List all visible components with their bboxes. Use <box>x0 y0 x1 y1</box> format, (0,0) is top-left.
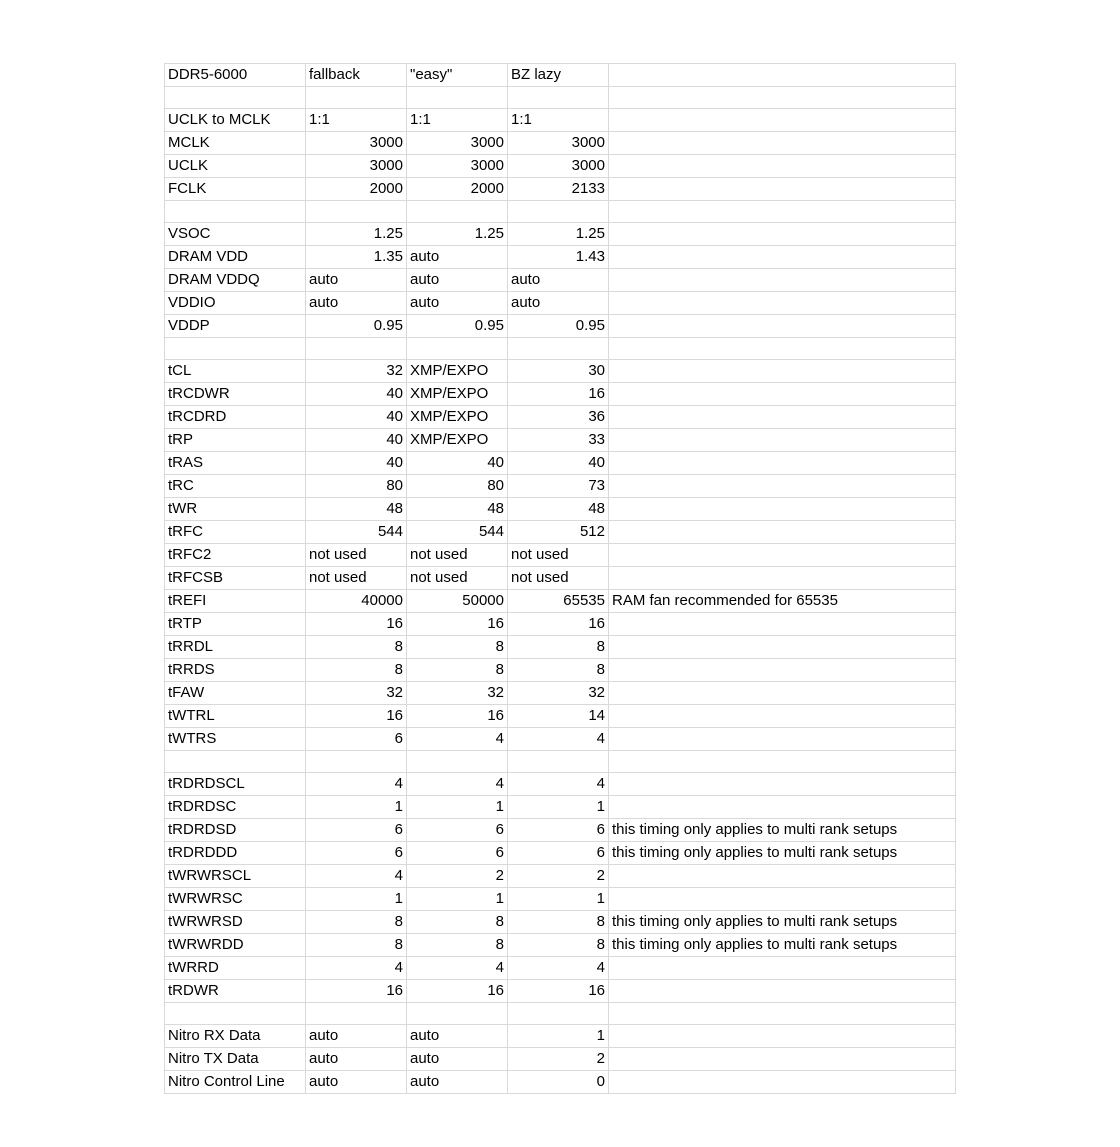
cell-bz-lazy[interactable]: 4 <box>508 728 609 751</box>
cell-label[interactable]: tRDRDSD <box>165 819 306 842</box>
cell-easy[interactable]: 16 <box>407 613 508 636</box>
empty-cell[interactable] <box>508 751 609 773</box>
cell-label[interactable]: Nitro TX Data <box>165 1048 306 1071</box>
table-row <box>165 888 956 911</box>
cell-bz-lazy[interactable]: 6 <box>508 842 609 865</box>
cell-label[interactable]: UCLK <box>165 155 306 178</box>
cell-easy[interactable]: XMP/EXPO <box>407 406 508 429</box>
table-row <box>165 1025 956 1048</box>
cell-easy[interactable]: 6 <box>407 819 508 842</box>
cell-notes[interactable] <box>609 429 956 452</box>
cell-notes[interactable] <box>609 544 956 567</box>
timings-spreadsheet <box>164 63 956 1094</box>
table-row <box>165 315 956 338</box>
cell-easy[interactable]: XMP/EXPO <box>407 383 508 406</box>
cell-notes[interactable] <box>609 613 956 636</box>
cell-notes[interactable]: RAM fan recommended for 65535 <box>609 590 956 613</box>
cell-label[interactable]: tREFI <box>165 590 306 613</box>
cell-easy[interactable]: auto <box>407 292 508 315</box>
blank-row <box>165 338 956 360</box>
cell-label[interactable]: tWTRS <box>165 728 306 751</box>
cell-notes[interactable] <box>609 292 956 315</box>
cell-notes[interactable] <box>609 406 956 429</box>
table-row <box>165 590 956 613</box>
cell-label[interactable]: tRDRDSCL <box>165 773 306 796</box>
cell-notes[interactable] <box>609 223 956 246</box>
cell-notes[interactable] <box>609 567 956 590</box>
cell-easy[interactable]: 4 <box>407 957 508 980</box>
cell-label[interactable]: tWRWRSC <box>165 888 306 911</box>
table-row <box>165 383 956 406</box>
cell-label[interactable]: tRCDWR <box>165 383 306 406</box>
table-row <box>165 705 956 728</box>
cell-label[interactable]: MCLK <box>165 132 306 155</box>
cell-fallback[interactable]: 1.25 <box>306 223 407 246</box>
cell-notes[interactable] <box>609 636 956 659</box>
cell-fallback[interactable]: 32 <box>306 360 407 383</box>
cell-easy[interactable]: not used <box>407 567 508 590</box>
cell-fallback[interactable]: 1 <box>306 796 407 819</box>
cell-label[interactable]: tWRWRDD <box>165 934 306 957</box>
table-row <box>165 498 956 521</box>
cell-easy[interactable]: 4 <box>407 773 508 796</box>
cell-fallback[interactable]: 4 <box>306 865 407 888</box>
cell-easy[interactable]: 32 <box>407 682 508 705</box>
empty-cell[interactable] <box>306 751 407 773</box>
cell-label[interactable]: tRDRDDD <box>165 842 306 865</box>
cell-bz-lazy[interactable]: 30 <box>508 360 609 383</box>
cell-label[interactable]: tRCDRD <box>165 406 306 429</box>
cell-notes[interactable] <box>609 178 956 201</box>
cell-easy[interactable]: auto <box>407 1048 508 1071</box>
table-row <box>165 796 956 819</box>
cell-fallback[interactable]: 40 <box>306 429 407 452</box>
cell-label[interactable]: DRAM VDD <box>165 246 306 269</box>
empty-cell[interactable] <box>165 201 306 223</box>
cell-fallback[interactable]: 1 <box>306 888 407 911</box>
cell-notes[interactable] <box>609 360 956 383</box>
blank-row <box>165 751 956 773</box>
cell-label[interactable]: tRRDL <box>165 636 306 659</box>
table-row <box>165 911 956 934</box>
cell-notes[interactable] <box>609 475 956 498</box>
table-row <box>165 223 956 246</box>
table-row <box>165 429 956 452</box>
cell-fallback[interactable]: 6 <box>306 842 407 865</box>
cell-notes[interactable] <box>609 246 956 269</box>
cell-bz-lazy[interactable]: 3000 <box>508 155 609 178</box>
spreadsheet-body <box>165 64 956 1094</box>
cell-easy[interactable]: 8 <box>407 911 508 934</box>
cell-easy[interactable]: 1.25 <box>407 223 508 246</box>
cell-easy[interactable]: XMP/EXPO <box>407 429 508 452</box>
cell-bz-lazy[interactable]: 16 <box>508 980 609 1003</box>
cell-easy[interactable]: auto <box>407 1025 508 1048</box>
table-row <box>165 292 956 315</box>
cell-easy[interactable]: 4 <box>407 728 508 751</box>
table-row <box>165 773 956 796</box>
cell-bz-lazy[interactable]: 3000 <box>508 132 609 155</box>
cell-bz-lazy[interactable]: 73 <box>508 475 609 498</box>
empty-cell[interactable] <box>407 87 508 109</box>
cell-easy[interactable]: 1:1 <box>407 109 508 132</box>
table-row <box>165 659 956 682</box>
empty-cell[interactable] <box>306 338 407 360</box>
cell-label[interactable]: tWRWRSD <box>165 911 306 934</box>
cell-label[interactable]: VDDP <box>165 315 306 338</box>
cell-bz-lazy[interactable]: 1:1 <box>508 109 609 132</box>
header-cell-notes[interactable] <box>609 64 956 87</box>
cell-label[interactable]: tRRDS <box>165 659 306 682</box>
cell-easy[interactable]: 80 <box>407 475 508 498</box>
cell-bz-lazy[interactable]: 65535 <box>508 590 609 613</box>
cell-fallback[interactable]: 48 <box>306 498 407 521</box>
cell-label[interactable]: tRFC2 <box>165 544 306 567</box>
empty-cell[interactable] <box>508 87 609 109</box>
cell-fallback[interactable]: 0.95 <box>306 315 407 338</box>
empty-cell[interactable] <box>407 201 508 223</box>
table-row <box>165 132 956 155</box>
cell-fallback[interactable]: 32 <box>306 682 407 705</box>
cell-fallback[interactable]: 6 <box>306 728 407 751</box>
blank-row <box>165 201 956 223</box>
empty-cell[interactable] <box>508 201 609 223</box>
table-row <box>165 269 956 292</box>
cell-fallback[interactable]: 8 <box>306 934 407 957</box>
table-row <box>165 109 956 132</box>
cell-notes[interactable]: this timing only applies to multi rank setups <box>609 819 956 842</box>
cell-bz-lazy[interactable]: 16 <box>508 613 609 636</box>
cell-bz-lazy[interactable]: 1 <box>508 888 609 911</box>
table-row <box>165 728 956 751</box>
cell-notes[interactable] <box>609 659 956 682</box>
table-row <box>165 682 956 705</box>
empty-cell[interactable] <box>609 751 956 773</box>
table-row <box>165 246 956 269</box>
cell-label[interactable]: UCLK to MCLK <box>165 109 306 132</box>
empty-cell[interactable] <box>165 87 306 109</box>
cell-notes[interactable] <box>609 1071 956 1094</box>
cell-easy[interactable]: 544 <box>407 521 508 544</box>
cell-notes[interactable] <box>609 521 956 544</box>
cell-bz-lazy[interactable]: 36 <box>508 406 609 429</box>
empty-cell[interactable] <box>407 751 508 773</box>
cell-easy[interactable]: auto <box>407 269 508 292</box>
cell-fallback[interactable]: not used <box>306 567 407 590</box>
cell-bz-lazy[interactable]: auto <box>508 292 609 315</box>
table-row <box>165 934 956 957</box>
cell-fallback[interactable]: 16 <box>306 613 407 636</box>
empty-cell[interactable] <box>609 1003 956 1025</box>
cell-easy[interactable]: 40 <box>407 452 508 475</box>
cell-label[interactable]: tRAS <box>165 452 306 475</box>
empty-cell[interactable] <box>508 338 609 360</box>
cell-fallback[interactable]: 40 <box>306 452 407 475</box>
cell-bz-lazy[interactable]: 16 <box>508 383 609 406</box>
cell-notes[interactable] <box>609 980 956 1003</box>
cell-bz-lazy[interactable]: 4 <box>508 773 609 796</box>
cell-easy[interactable]: 0.95 <box>407 315 508 338</box>
table-row <box>165 865 956 888</box>
cell-bz-lazy[interactable]: 33 <box>508 429 609 452</box>
cell-fallback[interactable]: 8 <box>306 636 407 659</box>
header-row <box>165 64 956 87</box>
empty-cell[interactable] <box>609 87 956 109</box>
empty-cell[interactable] <box>165 1003 306 1025</box>
cell-bz-lazy[interactable]: 40 <box>508 452 609 475</box>
cell-fallback[interactable]: auto <box>306 1071 407 1094</box>
cell-fallback[interactable]: 80 <box>306 475 407 498</box>
empty-cell[interactable] <box>609 338 956 360</box>
cell-notes[interactable] <box>609 796 956 819</box>
cell-fallback[interactable]: 1.35 <box>306 246 407 269</box>
empty-cell[interactable] <box>306 201 407 223</box>
cell-label[interactable]: tFAW <box>165 682 306 705</box>
cell-notes[interactable] <box>609 155 956 178</box>
blank-row <box>165 1003 956 1025</box>
cell-bz-lazy[interactable]: 2133 <box>508 178 609 201</box>
cell-notes[interactable] <box>609 773 956 796</box>
cell-label[interactable]: tRDWR <box>165 980 306 1003</box>
cell-bz-lazy[interactable]: not used <box>508 567 609 590</box>
cell-bz-lazy[interactable]: not used <box>508 544 609 567</box>
cell-easy[interactable]: auto <box>407 1071 508 1094</box>
cell-easy[interactable]: not used <box>407 544 508 567</box>
cell-fallback[interactable]: auto <box>306 269 407 292</box>
cell-easy[interactable]: XMP/EXPO <box>407 360 508 383</box>
blank-row <box>165 87 956 109</box>
table-row <box>165 613 956 636</box>
cell-bz-lazy[interactable]: 14 <box>508 705 609 728</box>
cell-fallback[interactable]: 2000 <box>306 178 407 201</box>
cell-easy[interactable]: 8 <box>407 934 508 957</box>
cell-bz-lazy[interactable]: 0.95 <box>508 315 609 338</box>
cell-label[interactable]: tRFCSB <box>165 567 306 590</box>
empty-cell[interactable] <box>165 338 306 360</box>
table-row <box>165 360 956 383</box>
cell-fallback[interactable]: 40 <box>306 383 407 406</box>
table-row <box>165 521 956 544</box>
cell-fallback[interactable]: 8 <box>306 911 407 934</box>
cell-label[interactable]: Nitro RX Data <box>165 1025 306 1048</box>
cell-notes[interactable] <box>609 705 956 728</box>
table-row <box>165 544 956 567</box>
cell-easy[interactable]: 3000 <box>407 132 508 155</box>
cell-easy[interactable]: 8 <box>407 636 508 659</box>
cell-bz-lazy[interactable]: 2 <box>508 865 609 888</box>
table-row <box>165 1048 956 1071</box>
cell-fallback[interactable]: not used <box>306 544 407 567</box>
cell-fallback[interactable]: 4 <box>306 957 407 980</box>
cell-easy[interactable]: 1 <box>407 888 508 911</box>
cell-fallback[interactable]: 4 <box>306 773 407 796</box>
empty-cell[interactable] <box>407 1003 508 1025</box>
cell-label[interactable]: tRDRDSC <box>165 796 306 819</box>
cell-notes[interactable] <box>609 888 956 911</box>
header-cell-fallback[interactable]: fallback <box>306 64 407 87</box>
cell-fallback[interactable]: 544 <box>306 521 407 544</box>
empty-cell[interactable] <box>165 751 306 773</box>
cell-notes[interactable] <box>609 682 956 705</box>
cell-bz-lazy[interactable]: 48 <box>508 498 609 521</box>
empty-cell[interactable] <box>609 201 956 223</box>
cell-notes[interactable]: this timing only applies to multi rank setups <box>609 842 956 865</box>
cell-notes[interactable] <box>609 498 956 521</box>
cell-label[interactable]: tCL <box>165 360 306 383</box>
cell-bz-lazy[interactable]: 1.25 <box>508 223 609 246</box>
cell-easy[interactable]: 1 <box>407 796 508 819</box>
cell-bz-lazy[interactable]: 512 <box>508 521 609 544</box>
empty-cell[interactable] <box>508 1003 609 1025</box>
table-row <box>165 957 956 980</box>
cell-notes[interactable] <box>609 1048 956 1071</box>
cell-notes[interactable] <box>609 1025 956 1048</box>
table-row <box>165 155 956 178</box>
empty-cell[interactable] <box>306 87 407 109</box>
cell-easy[interactable]: 48 <box>407 498 508 521</box>
cell-label[interactable]: tRTP <box>165 613 306 636</box>
table-row <box>165 475 956 498</box>
cell-easy[interactable]: 8 <box>407 659 508 682</box>
cell-notes[interactable] <box>609 269 956 292</box>
table-row <box>165 980 956 1003</box>
cell-bz-lazy[interactable]: 4 <box>508 957 609 980</box>
cell-fallback[interactable]: 3000 <box>306 132 407 155</box>
cell-bz-lazy[interactable]: auto <box>508 269 609 292</box>
table-row <box>165 567 956 590</box>
cell-notes[interactable] <box>609 728 956 751</box>
cell-fallback[interactable]: 40 <box>306 406 407 429</box>
cell-bz-lazy[interactable]: 0 <box>508 1071 609 1094</box>
cell-notes[interactable]: this timing only applies to multi rank setups <box>609 934 956 957</box>
cell-fallback[interactable]: auto <box>306 1025 407 1048</box>
cell-notes[interactable]: this timing only applies to multi rank setups <box>609 911 956 934</box>
cell-label[interactable]: tWRWRSCL <box>165 865 306 888</box>
cell-bz-lazy[interactable]: 8 <box>508 911 609 934</box>
cell-easy[interactable]: 2000 <box>407 178 508 201</box>
cell-easy[interactable]: 6 <box>407 842 508 865</box>
cell-notes[interactable] <box>609 957 956 980</box>
cell-bz-lazy[interactable]: 8 <box>508 659 609 682</box>
cell-notes[interactable] <box>609 109 956 132</box>
cell-bz-lazy[interactable]: 8 <box>508 636 609 659</box>
cell-label[interactable]: tRP <box>165 429 306 452</box>
table-row <box>165 406 956 429</box>
table-row <box>165 452 956 475</box>
header-cell-label[interactable]: DDR5-6000 <box>165 64 306 87</box>
cell-label[interactable]: VDDIO <box>165 292 306 315</box>
cell-label[interactable]: FCLK <box>165 178 306 201</box>
cell-fallback[interactable]: auto <box>306 292 407 315</box>
cell-easy[interactable]: 50000 <box>407 590 508 613</box>
cell-label[interactable]: tWRRD <box>165 957 306 980</box>
cell-bz-lazy[interactable]: 32 <box>508 682 609 705</box>
table-row <box>165 1071 956 1094</box>
cell-label[interactable]: Nitro Control Line <box>165 1071 306 1094</box>
cell-fallback[interactable]: 6 <box>306 819 407 842</box>
table-row <box>165 178 956 201</box>
cell-fallback[interactable]: 16 <box>306 980 407 1003</box>
cell-notes[interactable] <box>609 132 956 155</box>
empty-cell[interactable] <box>407 338 508 360</box>
header-cell-easy[interactable]: "easy" <box>407 64 508 87</box>
cell-easy[interactable]: 3000 <box>407 155 508 178</box>
cell-fallback[interactable]: auto <box>306 1048 407 1071</box>
cell-bz-lazy[interactable]: 1 <box>508 796 609 819</box>
cell-label[interactable]: tWR <box>165 498 306 521</box>
cell-notes[interactable] <box>609 452 956 475</box>
cell-easy[interactable]: auto <box>407 246 508 269</box>
cell-fallback[interactable]: 40000 <box>306 590 407 613</box>
header-cell-bz-lazy[interactable]: BZ lazy <box>508 64 609 87</box>
cell-fallback[interactable]: 3000 <box>306 155 407 178</box>
cell-notes[interactable] <box>609 865 956 888</box>
cell-fallback[interactable]: 1:1 <box>306 109 407 132</box>
cell-label[interactable]: tRC <box>165 475 306 498</box>
cell-label[interactable]: VSOC <box>165 223 306 246</box>
cell-easy[interactable]: 16 <box>407 705 508 728</box>
cell-fallback[interactable]: 16 <box>306 705 407 728</box>
cell-easy[interactable]: 16 <box>407 980 508 1003</box>
empty-cell[interactable] <box>306 1003 407 1025</box>
table-row <box>165 842 956 865</box>
table-row <box>165 819 956 842</box>
cell-fallback[interactable]: 8 <box>306 659 407 682</box>
cell-notes[interactable] <box>609 315 956 338</box>
cell-bz-lazy[interactable]: 1 <box>508 1025 609 1048</box>
cell-bz-lazy[interactable]: 6 <box>508 819 609 842</box>
cell-bz-lazy[interactable]: 2 <box>508 1048 609 1071</box>
cell-label[interactable]: DRAM VDDQ <box>165 269 306 292</box>
cell-easy[interactable]: 2 <box>407 865 508 888</box>
cell-notes[interactable] <box>609 383 956 406</box>
cell-label[interactable]: tRFC <box>165 521 306 544</box>
cell-bz-lazy[interactable]: 1.43 <box>508 246 609 269</box>
cell-label[interactable]: tWTRL <box>165 705 306 728</box>
table-row <box>165 636 956 659</box>
cell-bz-lazy[interactable]: 8 <box>508 934 609 957</box>
